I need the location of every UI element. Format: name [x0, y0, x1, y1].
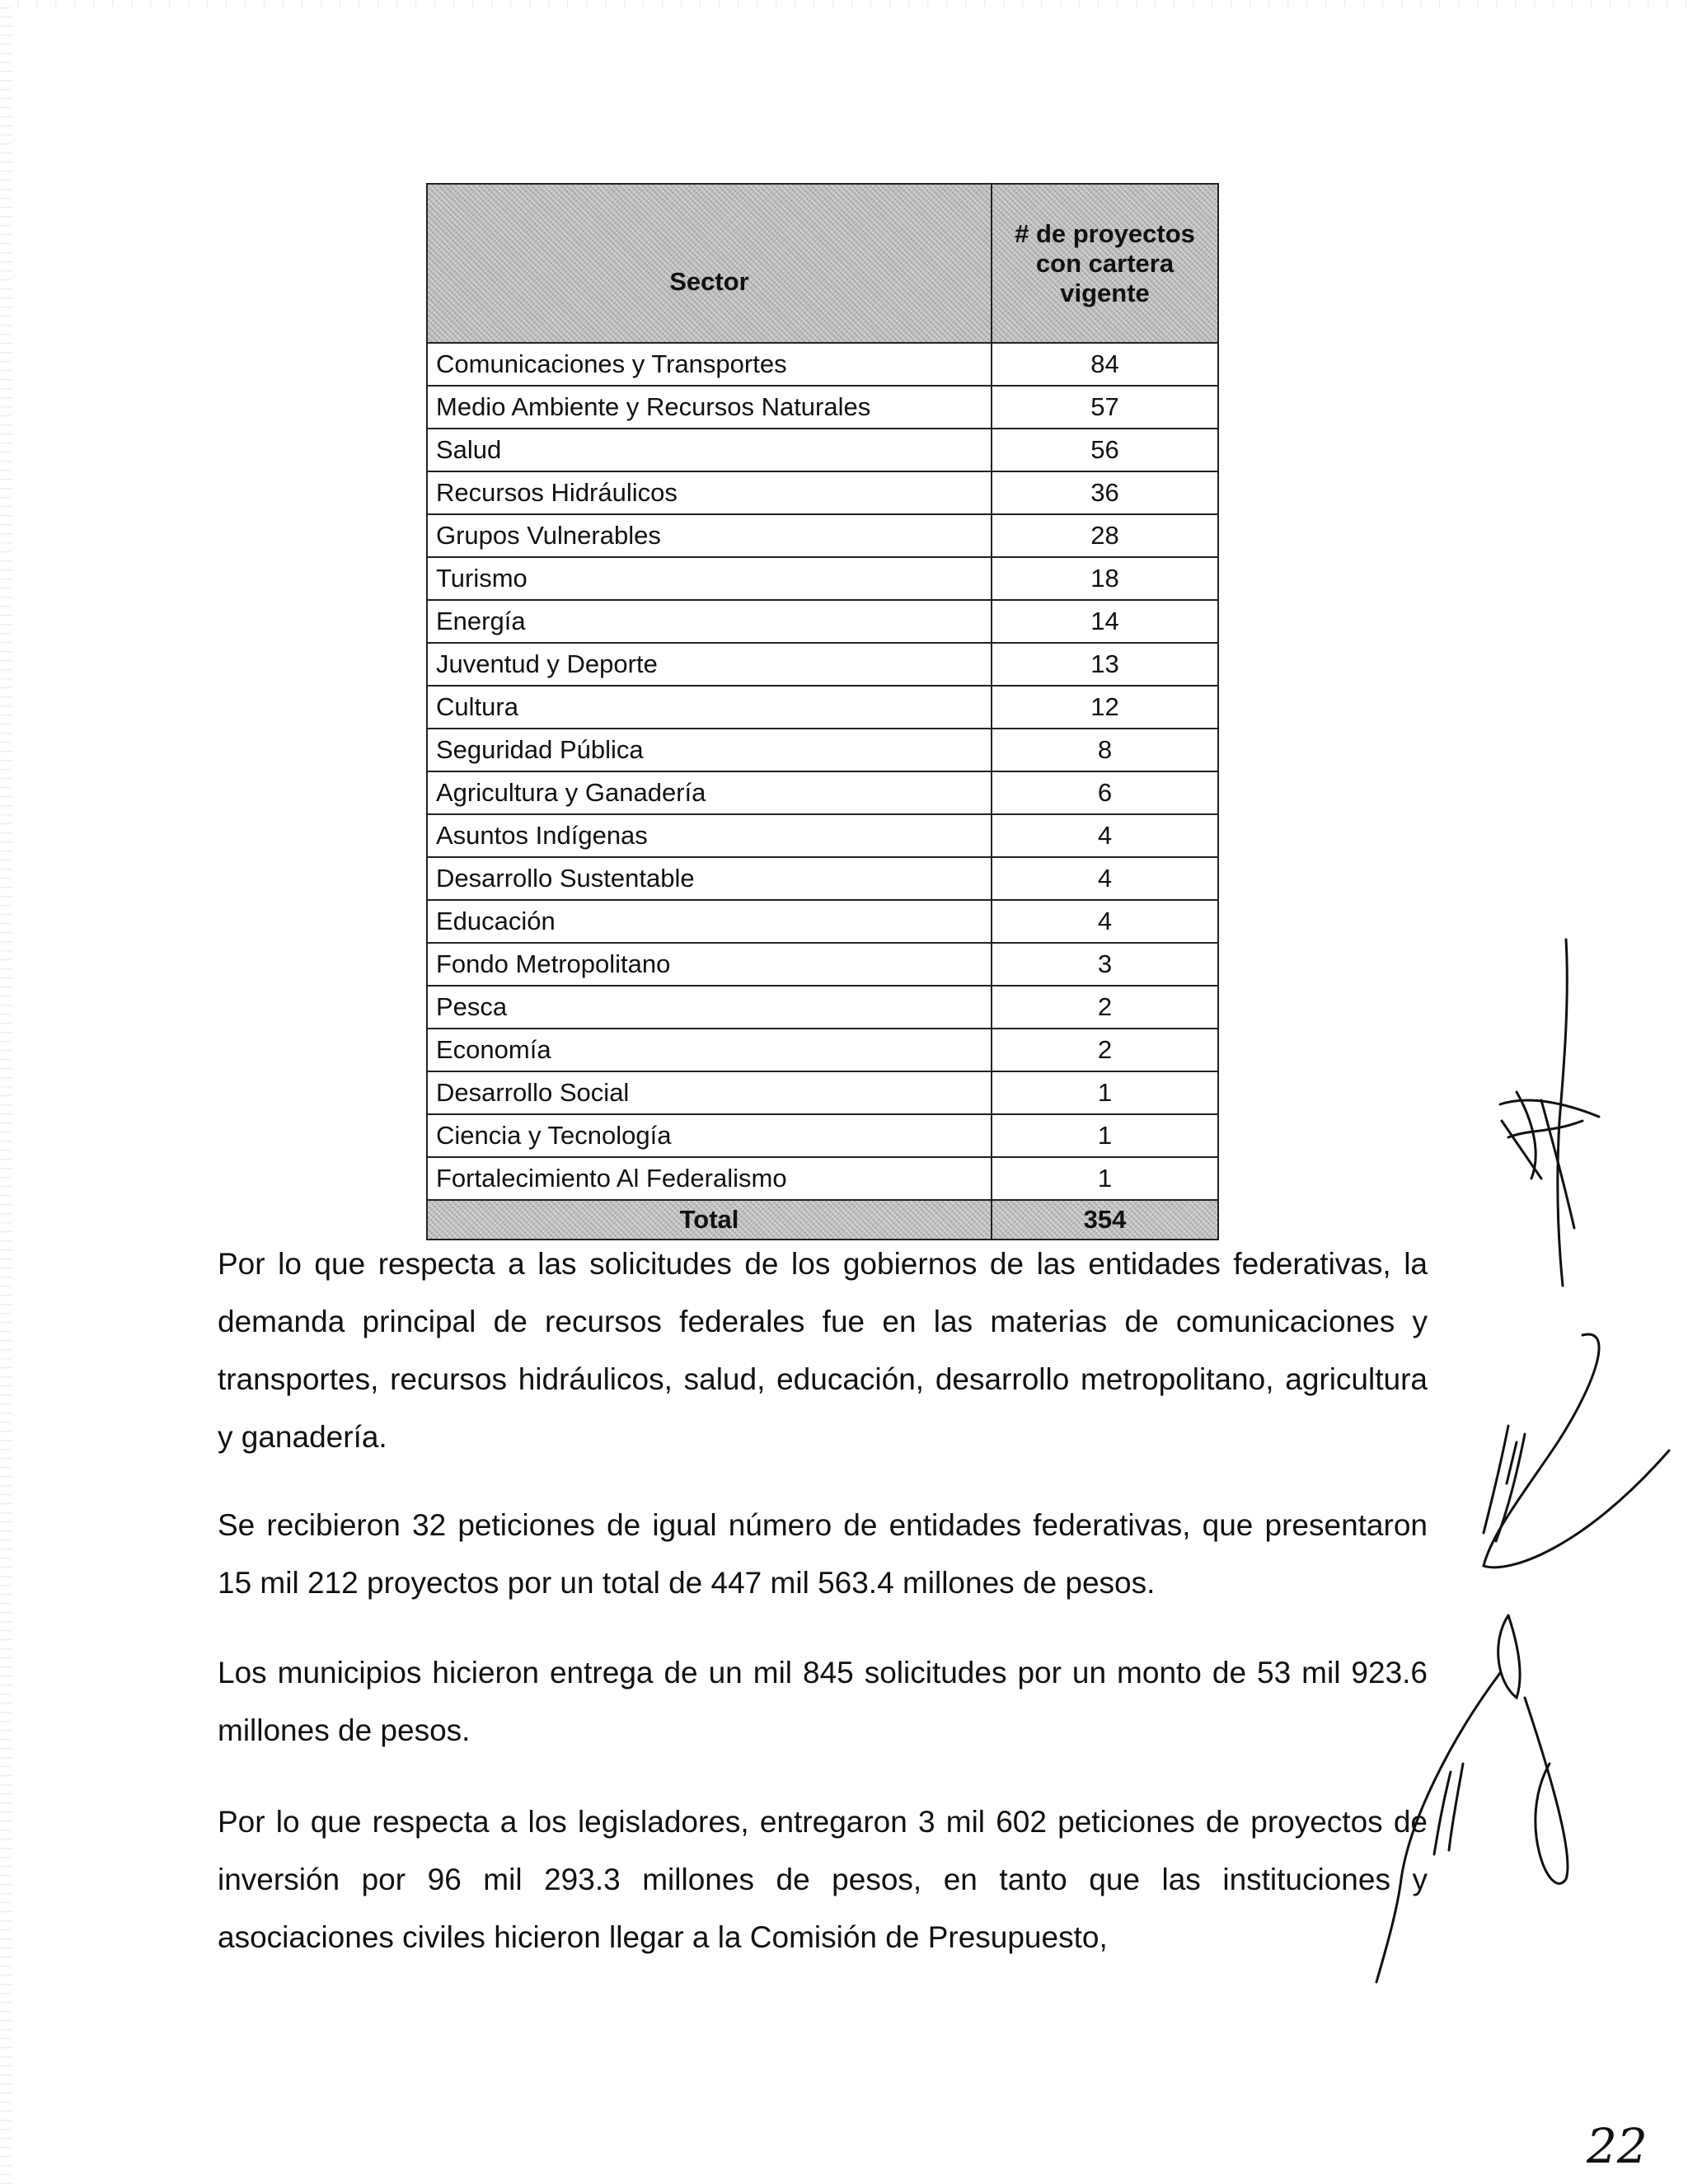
scan-top-artifact [0, 0, 1688, 7]
paragraph-peticiones-entidades: Se recibieron 32 peticiones de igual número de entidades federativas, que presentaron 15 mil 212 proyectos por un total de 447 mil 563.4 millones de pesos. [218, 1508, 1428, 1600]
sector-cell: Grupos Vulnerables [427, 514, 992, 557]
table-total-row [427, 1200, 1218, 1240]
table-row [427, 771, 1218, 814]
count-cell: 84 [992, 343, 1218, 386]
sector-cell: Fondo Metropolitano [427, 943, 992, 986]
count-cell: 4 [992, 814, 1218, 857]
table-row [427, 1114, 1218, 1157]
count-cell: 12 [992, 686, 1218, 729]
sector-cell: Comunicaciones y Transportes [427, 343, 992, 386]
table-row [427, 643, 1218, 686]
count-cell: 13 [992, 643, 1218, 686]
count-cell: 8 [992, 729, 1218, 771]
table-row [427, 557, 1218, 600]
table-row [427, 1071, 1218, 1114]
header-project-count: # de proyectos con cartera vigente [992, 184, 1218, 343]
count-cell: 56 [992, 429, 1218, 471]
count-cell: 1 [992, 1114, 1218, 1157]
table-row [427, 386, 1218, 429]
table-row [427, 814, 1218, 857]
sector-cell: Ciencia y Tecnología [427, 1114, 992, 1157]
signature-middle [1434, 1319, 1673, 1582]
count-cell: 2 [992, 1029, 1218, 1071]
sector-cell: Recursos Hidráulicos [427, 471, 992, 514]
paragraph-municipios: Los municipios hicieron entrega de un mil 845 solicitudes por un monto de 53 mil 923.6 millones de pesos. [218, 1656, 1428, 1747]
count-cell: 57 [992, 386, 1218, 429]
signature-top [1484, 931, 1615, 1294]
sector-cell: Asuntos Indígenas [427, 814, 992, 857]
sector-cell: Turismo [427, 557, 992, 600]
table-row [427, 729, 1218, 771]
count-cell: 3 [992, 943, 1218, 986]
count-cell: 14 [992, 600, 1218, 643]
table-row [427, 1029, 1218, 1071]
sector-cell: Medio Ambiente y Recursos Naturales [427, 386, 992, 429]
sector-cell: Educación [427, 900, 992, 943]
table-row [427, 900, 1218, 943]
table-row [427, 686, 1218, 729]
table-row [427, 857, 1218, 900]
page-number: 22 [1587, 2118, 1648, 2174]
sector-cell: Cultura [427, 686, 992, 729]
sector-projects-table [426, 183, 1219, 1240]
signature-bottom [1352, 1607, 1599, 1986]
sector-cell: Salud [427, 429, 992, 471]
paragraph-entidades-demanda: Por lo que respecta a las solicitudes de los gobiernos de las entidades federativas, la demanda principal de recursos federales fue en las materias de comunicaciones y transportes, recursos hidráulicos, salud, educación, desarrollo metropolitano, agricultura y ganadería. [218, 1247, 1428, 1454]
table-row [427, 986, 1218, 1029]
count-cell: 4 [992, 900, 1218, 943]
total-count: 354 [992, 1200, 1218, 1240]
table-row [427, 943, 1218, 986]
table-row [427, 1157, 1218, 1200]
sector-cell: Pesca [427, 986, 992, 1029]
count-cell: 2 [992, 986, 1218, 1029]
sector-cell: Fortalecimiento Al Federalismo [427, 1157, 992, 1200]
table-row [427, 343, 1218, 386]
count-cell: 28 [992, 514, 1218, 557]
sector-cell: Juventud y Deporte [427, 643, 992, 686]
table-row [427, 600, 1218, 643]
count-cell: 6 [992, 771, 1218, 814]
paragraph-legisladores: Por lo que respecta a los legisladores, entregaron 3 mil 602 peticiones de proyectos de inversión por 96 mil 293.3 millones de pesos, en tanto que las instituciones y asociaciones civiles hicieron llegar a la Comisión de Presupuesto, [218, 1805, 1428, 1954]
count-cell: 18 [992, 557, 1218, 600]
table-row [427, 429, 1218, 471]
total-label: Total [427, 1200, 992, 1240]
scan-edge-artifact [0, 0, 12, 2184]
count-cell: 4 [992, 857, 1218, 900]
table-row [427, 514, 1218, 557]
sector-cell: Desarrollo Social [427, 1071, 992, 1114]
sector-cell: Agricultura y Ganadería [427, 771, 992, 814]
count-cell: 1 [992, 1157, 1218, 1200]
sector-cell: Economía [427, 1029, 992, 1071]
header-sector: Sector [427, 184, 992, 343]
table-header-row [427, 184, 1218, 343]
table-row [427, 471, 1218, 514]
sector-cell: Desarrollo Sustentable [427, 857, 992, 900]
sector-cell: Energía [427, 600, 992, 643]
count-cell: 36 [992, 471, 1218, 514]
sector-cell: Seguridad Pública [427, 729, 992, 771]
count-cell: 1 [992, 1071, 1218, 1114]
